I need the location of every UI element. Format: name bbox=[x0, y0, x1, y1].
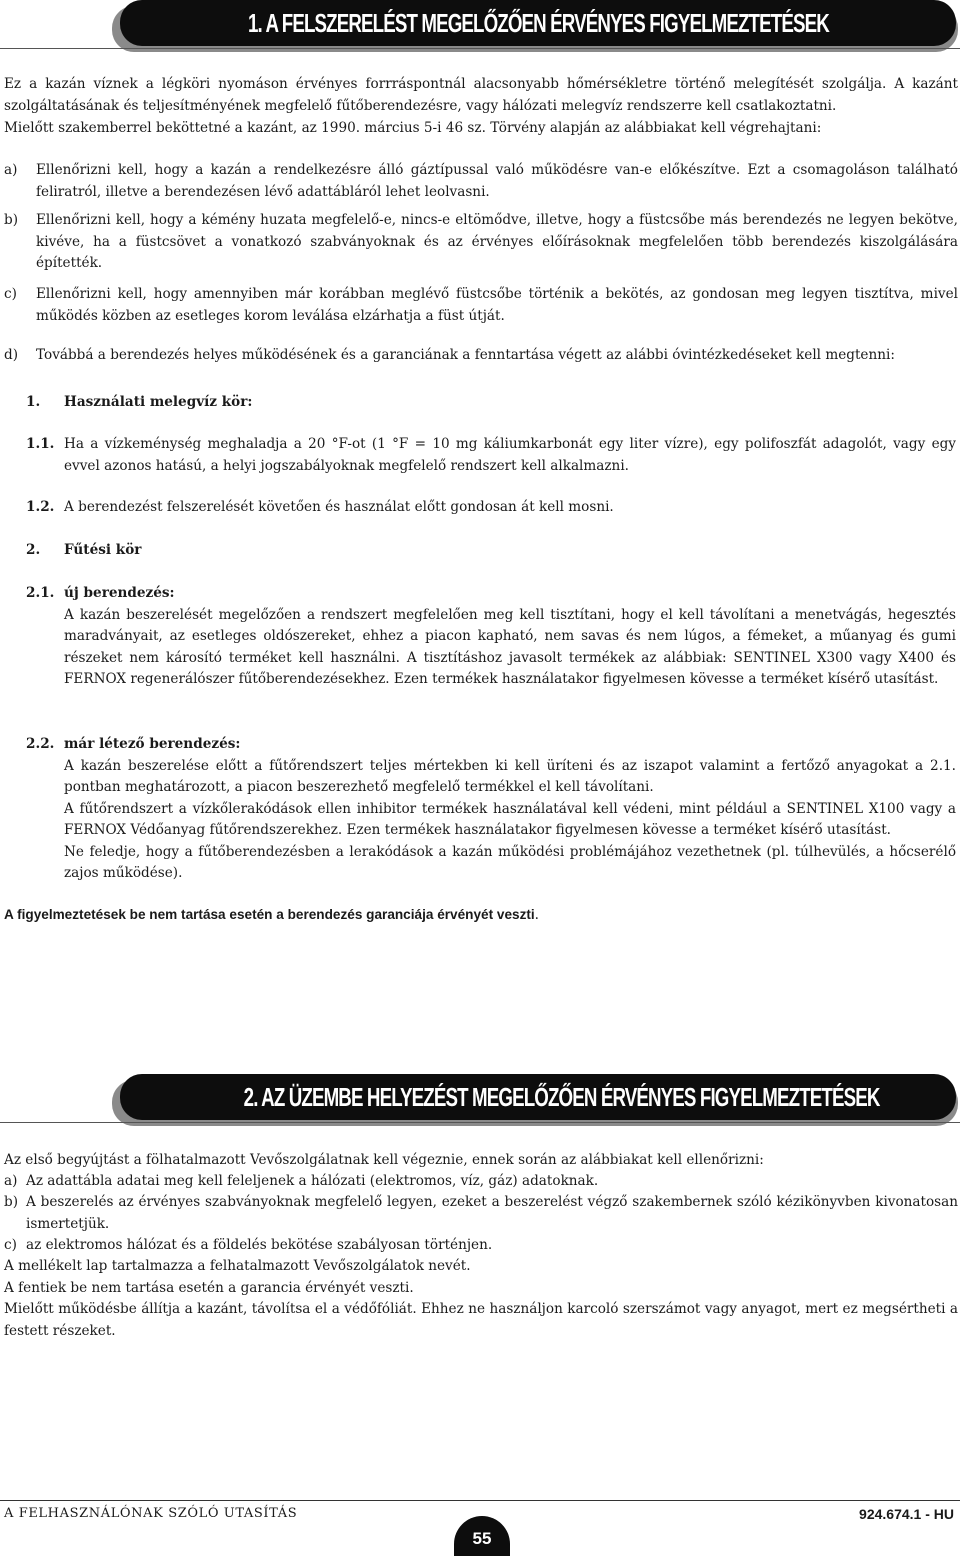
numbered-item-text: A kazán beszerelését megelőzően a rendszert megfelelően meg kell tisztítani, hogy el kell távolítani a menetvágás, hegesztés maradványait, az esetleges oldószereket, ehhez a piacon kapható, nem savas és nem lúgos, a fémeket, a műanyag és gumi részeket nem károsító terméket kell használni. A tisztításhoz javasolt termékek az alábbiak: SENTINEL X300 vagy X400 és FERNOX regenerálószer fűtőberendezésekhez. Ezen termékek használatakor figyelmesen kövesse a terméket kísérő utasítást. bbox=[64, 606, 956, 687]
section-2-line: A fentiek be nem tartása esetén a garancia érvényét veszti. bbox=[4, 1280, 414, 1296]
list-item-text: Ellenőrizni kell, hogy amennyiben már korábban meglévő füstcsőbe történik a bekötés, az gondosan meg legyen tisztítva, mivel működés közben az esetleges korom leválása elzárhatja a füst útját. bbox=[36, 286, 958, 324]
list-item bbox=[4, 284, 958, 327]
numbered-item bbox=[26, 434, 956, 477]
list-item bbox=[4, 160, 958, 203]
list-item-label: b) bbox=[4, 1194, 19, 1210]
list-item-text: az elektromos hálózat és a földelés bekötése szabályosan történjen. bbox=[26, 1237, 493, 1253]
section-1-title-text: 1. A FELSZERELÉST MEGELŐZŐEN ÉRVÉNYES FIGYELMEZTETÉSEK bbox=[247, 8, 829, 38]
list-item-label: b) bbox=[4, 212, 19, 228]
numbered-item-text: Ne feledje, hogy a fűtőberendezésben a lerakódások a kazán működési problémájához vezethetnek (pl. túlhevülés, a hőcserélő zajos működése). bbox=[64, 843, 956, 881]
list-item-label: c) bbox=[4, 1237, 17, 1253]
section-2-title-text: 2. AZ ÜZEMBE HELYEZÉST MEGELŐZŐEN ÉRVÉNYES FIGYELMEZTETÉSEK bbox=[243, 1082, 880, 1112]
warning bbox=[4, 904, 958, 927]
section-2-intro: Az első begyújtást a fölhatalmazott Vevőszolgálatnak kell végeznie, ennek során az alábbiakat kell ellenőrizni: bbox=[4, 1152, 764, 1168]
numbered-item-label: 1.1. bbox=[26, 436, 55, 452]
list-item-text: Továbbá a berendezés helyes működésének és a garanciának a fenntartása végett az alábbi óvintézkedéseket kell megtenni: bbox=[36, 347, 895, 363]
list-item bbox=[4, 345, 958, 367]
warning-tail: . bbox=[534, 907, 539, 923]
list-item bbox=[4, 1235, 958, 1257]
numbered-item bbox=[26, 734, 956, 885]
list-item bbox=[4, 1171, 958, 1193]
footer-divider bbox=[0, 1500, 960, 1501]
warning-text: A figyelmeztetések be nem tartása esetén a berendezés garanciája érvényét veszti bbox=[4, 907, 535, 922]
section-1-intro-2: Mielőtt szakemberrel beköttetné a kazánt, az 1990. március 5-i 46 sz. Törvény alapján az alábbiakat kell végrehajtani: bbox=[4, 120, 822, 136]
numbered-item bbox=[26, 583, 956, 691]
list-item bbox=[4, 210, 958, 275]
list-item-label: a) bbox=[4, 162, 18, 178]
numbered-item-title: Használati melegvíz kör: bbox=[64, 394, 253, 410]
list-item bbox=[4, 1192, 958, 1235]
divider bbox=[0, 1122, 960, 1123]
list-item-text: Ellenőrizni kell, hogy a kazán a rendelkezésre álló gáztípussal való működésre van-e előkészítve. Ezt a csomagoláson található feliratról, illetve a berendezésen lévő adattábláról lehet leolvasni. bbox=[36, 162, 958, 200]
section-2-line: Mielőtt működésbe állítja a kazánt, távolítsa el a védőfóliát. Ehhez ne használjon karcoló szerszámot vagy anyagot, mert ez megsértheti a festett részeket. bbox=[4, 1301, 958, 1339]
numbered-item-text: Ha a vízkeménység meghaladja a 20 °F-ot (1 °F = 10 mg káliumkarbonát egy liter vízre), egy polifoszfát adagolót, vagy egy evvel azonos hatású, a helyi jogszabályoknak megfelelő rendszert kell alkalmazni. bbox=[64, 436, 956, 474]
numbered-item-label: 2. bbox=[26, 542, 41, 558]
list-item-text: A beszerelés az érvényes szabványoknak megfelelő legyen, ezeket a beszerelést végző szakembernek szóló kézikönyvben kivonatosan ismertetjük. bbox=[26, 1194, 958, 1232]
numbered-item-label: 2.1. bbox=[26, 585, 55, 601]
page-number: 55 bbox=[454, 1516, 510, 1556]
section-1-title bbox=[120, 0, 956, 46]
list-item-label: c) bbox=[4, 286, 17, 302]
numbered-item-title: új berendezés: bbox=[64, 585, 175, 601]
footer-doc-title: A FELHASZNÁLÓNAK SZÓLÓ UTASÍTÁS bbox=[4, 1506, 298, 1521]
section-1-intro: Ez a kazán víznek a légköri nyomáson érvényes forrráspontnál alacsonyabb hőmérsékletre történő melegítését szolgálja. A kazánt szolgáltatásának és teljesítményének megfelelő fűtőberendezésre, vagy hálózati melegvíz rendszerre kell csatlakoztatni. bbox=[4, 76, 958, 114]
numbered-item-label: 1. bbox=[26, 394, 41, 410]
numbered-item bbox=[26, 392, 956, 414]
numbered-item-text: A kazán beszerelése előtt a fűtőrendszert teljes mértekben ki kell üríteni és az iszapot valamint a fertőző anyagokat a 2.1. pontban meghatározott, a piacon beszerezhető megfelelő termékkel el kell távolítani. bbox=[64, 757, 956, 795]
divider bbox=[0, 48, 960, 49]
numbered-item-label: 1.2. bbox=[26, 499, 55, 515]
footer-doc-code: 924.674.1 - HU bbox=[859, 1506, 954, 1522]
list-item-label: d) bbox=[4, 347, 19, 363]
numbered-item bbox=[26, 497, 956, 519]
numbered-item-text: A fűtőrendszert a vízkőlerakódások ellen inhibitor termékek használatával kell védeni, mint például a SENTINEL X100 vagy a FERNOX Védőanyag fűtőrendszerekhez. Ezen termékek használatakor figyelmesen kövesse a terméket kísérő utasítást. bbox=[64, 800, 956, 838]
section-2-title bbox=[120, 1074, 956, 1120]
numbered-item-title: Fűtési kör bbox=[64, 542, 142, 558]
numbered-item-title: már létező berendezés: bbox=[64, 736, 241, 752]
list-item-text: Az adattábla adatai meg kell feleljenek a hálózati (elektromos, víz, gáz) adatoknak. bbox=[26, 1173, 599, 1189]
numbered-item bbox=[26, 540, 956, 562]
numbered-item-label: 2.2. bbox=[26, 736, 55, 752]
list-item-text: Ellenőrizni kell, hogy a kémény huzata megfelelő-e, nincs-e eltömődve, illetve, hogy a füstcsőbe más berendezés ne legyen bekötve, kivéve, ha a füstcsövet a vonatkozó szabványoknak és az érvényes előírásoknak megfelelően több berendezés kiszolgálására építették. bbox=[36, 212, 958, 271]
numbered-item-text: A berendezést felszerelését követően és használat előtt gondosan át kell mosni. bbox=[64, 499, 614, 515]
list-item-label: a) bbox=[4, 1173, 18, 1189]
section-2-line: A mellékelt lap tartalmazza a felhatalmazott Vevőszolgálatok nevét. bbox=[4, 1258, 471, 1274]
